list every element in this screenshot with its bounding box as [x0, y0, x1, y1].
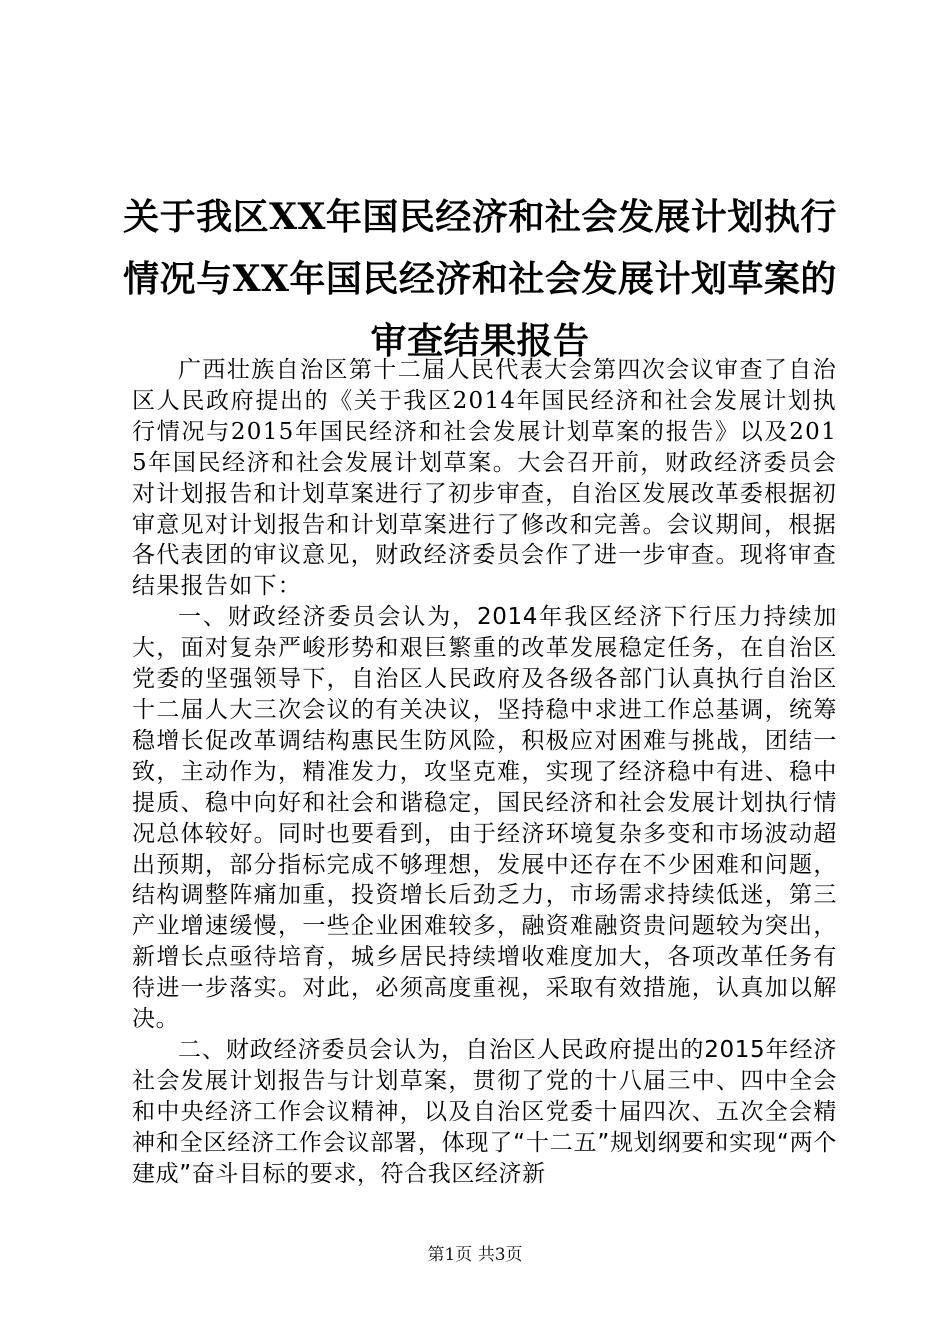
title-line-1: 关于我区XX年国民经济和社会发展计划执行 — [123, 196, 837, 238]
paragraph-section-one: 一、财政经济委员会认为，2014年我区经济下行压力持续加大，面对复杂严峻形势和艰巨繁重的改革发展稳定任务，在自治区党委的坚强领导下，自治区人民政府及各级各部门认真执行自治区十二届人大三次会议的有关决议，坚持稳中求进工作总基调，统筹稳增长促改革调结构惠民生防风险，积极应对困难与挑战，团结一致，主动作为，精准发力，攻坚克难，实现了经济稳中有进、稳中提质、稳中向好和社会和谐稳定，国民经济和社会发展计划执行情况总体较好。同时也要看到，由于经济环境复杂多变和市场波动超出预期，部分指标完成不够理想，发展中还存在不少困难和问题，结构调整阵痛加重，投资增长后劲乏力，市场需求持续低迷，第三产业增速缓慢，一些企业困难较多，融资难融资贵问题较为突出，新增长点亟待培育，城乡居民持续增收难度加大，各项改革任务有待进一步落实。对此，必须高度重视，采取有效措施，认真加以解决。 — [132, 604, 837, 1033]
paragraph-section-two: 二、财政经济委员会认为，自治区人民政府提出的2015年经济社会发展计划报告与计划草案，贯彻了党的十八届三中、四中全会和中央经济工作会议精神，以及自治区党委十届四次、五次全会精神和全区经济工作会议部署，体现了“十二五”规划纲要和实现“两个建成”奋斗目标的要求，符合我区经济新 — [132, 1036, 837, 1187]
paragraph-intro: 广西壮族自治区第十二届人民代表大会第四次会议审查了自治区人民政府提出的《关于我区2014年国民经济和社会发展计划执行情况与2015年国民经济和社会发展计划草案的报告》以及2015年国民经济和社会发展计划草案。大会召开前，财政经济委员会对计划报告和计划草案进行了初步审查，自治区发展改革委根据初审意见对计划报告和计划草案进行了修改和完善。会议期间，根据各代表团的审议意见，财政经济委员会作了进一步审查。现将审查结果报告如下： — [132, 357, 837, 600]
title-line-2: 情况与XX年国民经济和社会发展计划草案的 — [123, 258, 837, 300]
title-line-3: 审查结果报告 — [370, 320, 590, 362]
page-number-footer: 第1页 共3页 — [427, 1245, 523, 1265]
document-body — [132, 355, 837, 1189]
document-title — [100, 186, 860, 372]
